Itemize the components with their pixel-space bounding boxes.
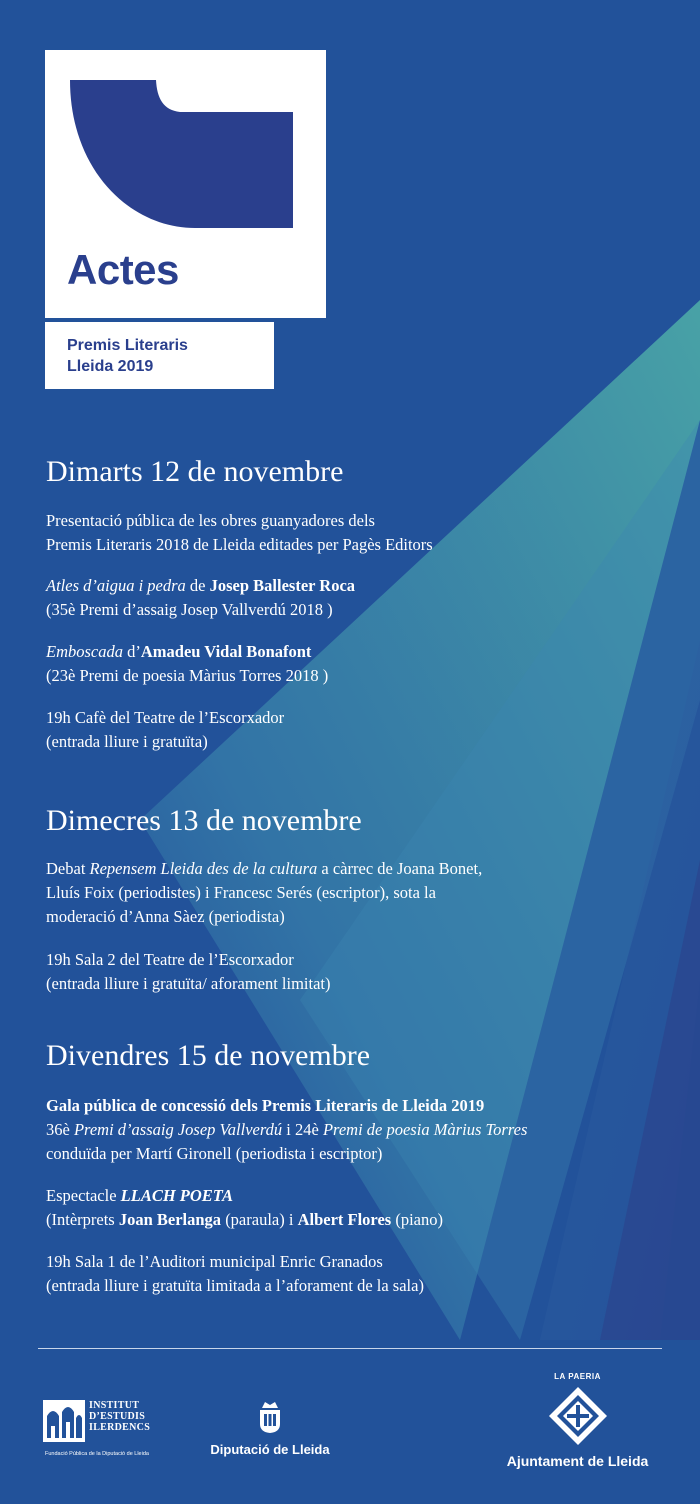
day2-venue: 19h Sala 2 del Teatre de l’Escorxador xyxy=(46,950,294,969)
performer-2: Albert Flores xyxy=(297,1210,392,1229)
paeria-top-text: LA PAERIA xyxy=(554,1372,601,1381)
book1-connector: de xyxy=(185,576,210,595)
performers-open: (Intèrprets xyxy=(46,1210,119,1229)
footer-divider xyxy=(38,1348,662,1349)
book2-author: Amadeu Vidal Bonafont xyxy=(140,642,312,661)
prize-b-name: Premi de poesia Màrius Torres xyxy=(318,1120,528,1139)
performer-1: Joan Berlanga xyxy=(118,1210,222,1229)
paeria-name: Ajuntament de Lleida xyxy=(506,1453,649,1469)
diputacio-name: Diputació de Lleida xyxy=(210,1442,330,1457)
actes-logo-box xyxy=(45,50,326,318)
prize-join: i xyxy=(282,1120,295,1139)
diputacio-logo xyxy=(195,1400,345,1457)
day1-book2 xyxy=(46,640,311,664)
day3-entry: (entrada lliure i gratuïta limitada a l’aforament de la sala) xyxy=(46,1276,424,1295)
paeria-emblem-icon xyxy=(547,1385,609,1447)
prize-a-number: 36è xyxy=(46,1120,70,1139)
day1-intro-line1: Presentació pública de les obres guanyadores dels xyxy=(46,511,375,530)
show-label: Espectacle xyxy=(46,1186,121,1205)
iei-name xyxy=(89,1400,150,1433)
sponsor-footer xyxy=(0,1360,700,1504)
book2-connector: d’ xyxy=(123,642,141,661)
day2-desc-suffix: a càrrec de Joana Bonet, xyxy=(317,859,483,878)
day3-performers xyxy=(46,1208,443,1232)
day2-desc-line3: moderació d’Anna Sàez (periodista) xyxy=(46,907,285,926)
subtitle-line-1: Premis Literaris xyxy=(67,337,188,354)
day3-heading: Divendres 15 de novembre xyxy=(46,1039,371,1072)
paeria-logo xyxy=(490,1372,665,1469)
day3-show xyxy=(46,1184,233,1208)
day1-book1 xyxy=(46,574,355,598)
day2-desc-line1 xyxy=(46,857,482,881)
day2-entry: (entrada lliure i gratuïta/ aforament limitat) xyxy=(46,974,331,993)
day1-heading: Dimarts 12 de novembre xyxy=(46,455,344,488)
logo-title: Actes xyxy=(67,246,179,293)
day3-prizes xyxy=(46,1118,527,1142)
day1-entry: (entrada lliure i gratuïta) xyxy=(46,732,208,751)
day2-heading: Dimecres 13 de novembre xyxy=(46,804,362,837)
iei-line-2: D’ESTUDIS xyxy=(89,1411,146,1422)
book1-title: Atles d’aigua i pedra xyxy=(46,576,186,595)
debate-title: Repensem Lleida des de la cultura xyxy=(89,859,318,878)
day2-desc-line2: Lluís Foix (periodistes) i Francesc Serés (escriptor), sota la xyxy=(46,883,436,902)
day1-book2-prize: (23è Premi de poesia Màrius Torres 2018 ) xyxy=(46,666,329,685)
day3-host: conduïda per Martí Gironell (periodista i escriptor) xyxy=(46,1144,383,1163)
day1-intro-line2: Premis Literaris 2018 de Lleida editades per Pagès Editors xyxy=(46,535,433,554)
show-title: LLACH POETA xyxy=(120,1186,233,1205)
day1-book1-prize: (35è Premi d’assaig Josep Vallverdú 2018 ) xyxy=(46,600,333,619)
day3-gala: Gala pública de concessió dels Premis Literaris de Lleida 2019 xyxy=(46,1096,485,1115)
prize-a-name: Premi d’assaig Josep Vallverdú xyxy=(69,1120,283,1139)
performer-1-role: (paraula) i xyxy=(221,1210,298,1229)
subtitle-box xyxy=(45,322,274,389)
iei-line-1: INSTITUT xyxy=(89,1400,140,1411)
iei-logo xyxy=(43,1400,151,1457)
iei-arches-icon xyxy=(43,1400,85,1442)
performer-2-role: (piano) xyxy=(391,1210,443,1229)
book2-title: Emboscada xyxy=(46,642,123,661)
iei-foundation-text: Fundació Pública de la Diputació de Lleida xyxy=(45,1451,149,1457)
subtitle-line-2: Lleida 2019 xyxy=(67,358,154,375)
prize-b-number: 24è xyxy=(295,1120,319,1139)
iei-line-3: ILERDENCS xyxy=(89,1422,151,1433)
day2-desc-prefix: Debat xyxy=(46,859,90,878)
day3-venue: 19h Sala 1 de l’Auditori municipal Enric Granados xyxy=(46,1252,383,1271)
book1-author: Josep Ballester Roca xyxy=(209,576,356,595)
day1-venue: 19h Cafè del Teatre de l’Escorxador xyxy=(46,708,285,727)
diputacio-crest-icon xyxy=(257,1400,283,1434)
